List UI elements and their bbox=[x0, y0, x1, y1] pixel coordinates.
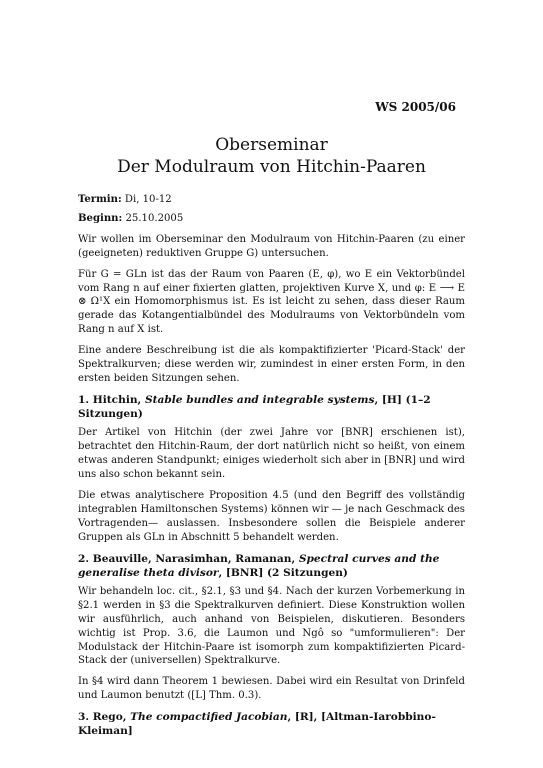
title-line-1: Oberseminar bbox=[215, 135, 328, 155]
section-1-paragraph-1: Der Artikel von Hitchin (der zwei Jahre vor [BNR] erschienen ist), betrachtet den Hitchin-Raum, der dort natürlich nicht so heißt, von einem etwas anderen Standpunkt; einiges wiederholt sich aber in [BNR] und wird uns also schon bekannt sein. bbox=[78, 427, 465, 480]
section-2-heading-number: 2. Beauville, Narasimhan, Ramanan, bbox=[78, 552, 299, 565]
intro-paragraph-2: Für G = GLn ist das der Raum von Paaren (E, φ), wo E ein Vektorbündel vom Rang n auf einer fixierten glatten, projektiven Kurve X, und φ: E ⟶ E ⊗ Ω¹X ein Homomorphismus ist. Es ist leicht zu sehen, dass dieser Raum gerade das Kotangentialbündel des Modulraums von Vektorbündeln vom Rang n auf X ist. bbox=[78, 268, 465, 336]
beginn-label: Beginn: bbox=[78, 212, 123, 224]
section-3-heading bbox=[78, 710, 465, 738]
semester-label: WS 2005/06 bbox=[375, 100, 456, 114]
section-2-paragraph-1: Wir behandeln loc. cit., §2.1, §3 und §4. Nach der kurzen Vorbemerkung in §2.1 werden in §3 die Spektralkurven definiert. Diese Konstruktion wollen wir ausführlich, auch anhand von Beispielen, diskutieren. Besonders wichtig ist Prop. 3.6, die Laumon und Ngô so "umformulieren": Der Modulstack der Hitchin-Paare ist isomorph zum kompaktifizierten Picard-Stack der (universellen) Spektralkurve. bbox=[78, 585, 465, 667]
section-3-heading-number: 3. Rego, bbox=[78, 711, 131, 724]
beginn-value: 25.10.2005 bbox=[125, 212, 184, 224]
section-3-heading-title: The compactified Jacobian bbox=[130, 711, 288, 724]
section-2-heading-ref: , [BNR] (2 Sitzungen) bbox=[218, 566, 348, 579]
document-title bbox=[0, 134, 543, 178]
intro-paragraph-3: Eine andere Beschreibung ist die als kompaktifizierter 'Picard-Stack' der Spektralkurven; diese werden wir, zumindest in einer ersten Form, in den ersten beiden Sitzungen sehen. bbox=[78, 345, 465, 384]
section-1-paragraph-2: Die etwas analytischere Proposition 4.5 (und den Begriff des vollständig integrablen Hamiltonschen Systems) können wir — je nach Geschmack des Vortragenden— auslassen. Insbesondere sollen die Beispiele anderer Gruppen als GLn in Abschnitt 5 behandelt werden. bbox=[78, 489, 465, 543]
termin-value: Di, 10-12 bbox=[124, 194, 172, 205]
section-2-heading-title: Spectral curves and the generalise theta divisor bbox=[78, 552, 440, 579]
intro-paragraph-1: Wir wollen im Oberseminar den Modulraum von Hitchin-Paaren (zu einer (geeigneten) reduktiven Gruppe G) untersuchen. bbox=[78, 233, 465, 259]
section-3-heading-ref: , [R], [Altman-Iarobbino-Kleiman] bbox=[78, 711, 436, 738]
section-2-heading bbox=[78, 552, 465, 580]
termin-row bbox=[78, 193, 465, 207]
termin-label: Termin: bbox=[78, 194, 122, 205]
document-body bbox=[78, 193, 465, 744]
section-1-heading bbox=[78, 393, 465, 421]
section-1-heading-title: Stable bundles and integrable systems bbox=[144, 393, 375, 406]
section-1-heading-number: 1. Hitchin, bbox=[78, 393, 145, 406]
section-1-heading-ref: , [H] (1–2 Sitzungen) bbox=[78, 393, 431, 421]
title-line-2: Der Modulraum von Hitchin-Paaren bbox=[117, 157, 426, 177]
beginn-row bbox=[78, 212, 465, 226]
section-2-paragraph-2: In §4 wird dann Theorem 1 bewiesen. Dabei wird ein Resultat von Drinfeld und Laumon benutzt ([L] Thm. 0.3). bbox=[78, 676, 465, 702]
